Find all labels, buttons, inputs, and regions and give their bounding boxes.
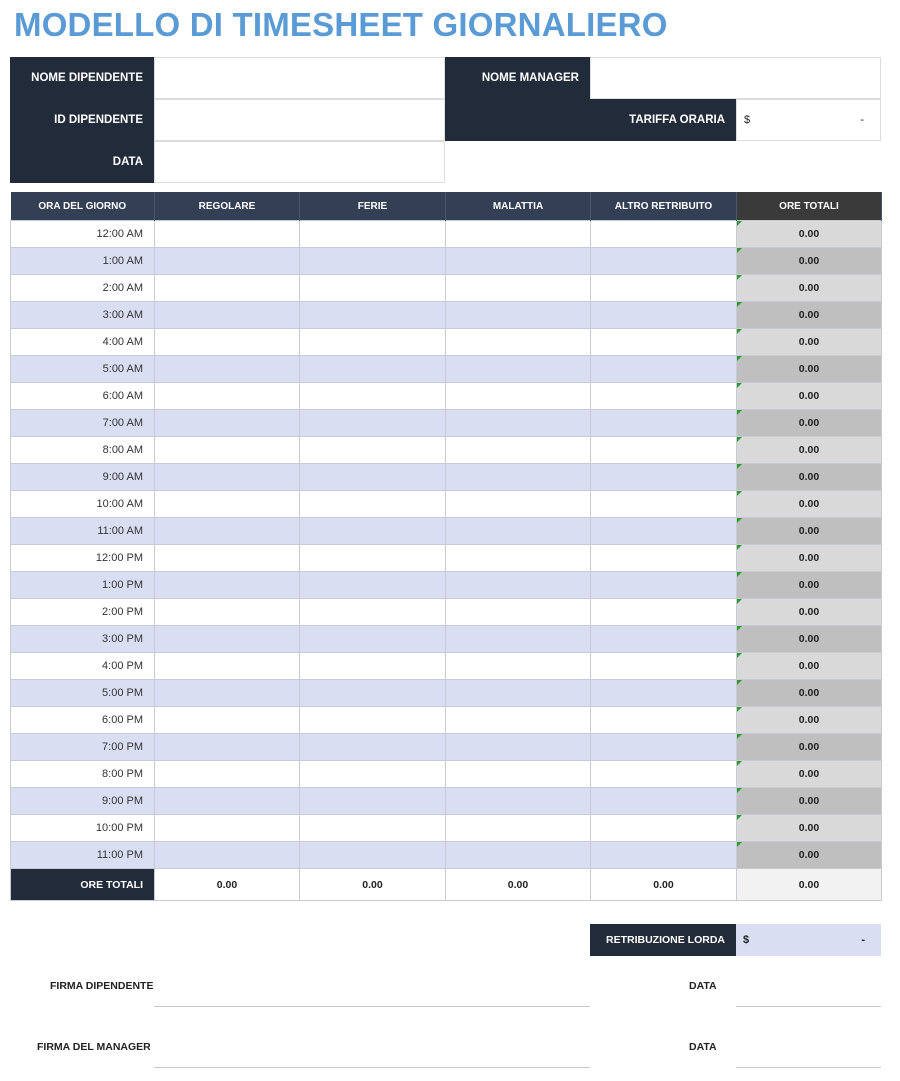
table-row — [11, 518, 882, 545]
row-total-cell — [737, 410, 882, 437]
hourly-rate-field[interactable] — [736, 99, 881, 141]
total-holiday: 0.00 — [300, 869, 446, 901]
formula-indicator-icon — [737, 437, 742, 442]
row-total-cell — [737, 599, 882, 626]
regular-cell[interactable] — [155, 788, 300, 815]
gross-pay-value: - — [861, 934, 865, 946]
totals-label: ORE TOTALI — [11, 869, 155, 901]
sick-cell[interactable] — [446, 599, 591, 626]
row-total-value: 0.00 — [798, 768, 820, 780]
table-row — [11, 572, 882, 599]
sick-cell[interactable] — [446, 221, 591, 248]
regular-cell[interactable] — [155, 248, 300, 275]
holiday-cell[interactable] — [300, 437, 446, 464]
date-label: DATA — [10, 141, 154, 183]
other-paid-cell[interactable] — [591, 491, 737, 518]
regular-cell[interactable] — [155, 356, 300, 383]
formula-indicator-icon — [737, 653, 742, 658]
table-row — [11, 221, 882, 248]
manager-name-field[interactable] — [590, 57, 881, 99]
holiday-cell[interactable] — [300, 734, 446, 761]
row-total-cell — [737, 815, 882, 842]
col-header-total-hours: ORE TOTALI — [737, 192, 882, 221]
row-total-value: 0.00 — [798, 687, 820, 699]
regular-cell[interactable] — [155, 842, 300, 869]
employee-signature-date-label: DATA — [689, 980, 717, 992]
holiday-cell[interactable] — [300, 518, 446, 545]
holiday-cell[interactable] — [300, 329, 446, 356]
row-total-value: 0.00 — [798, 633, 820, 645]
holiday-cell[interactable] — [300, 545, 446, 572]
holiday-cell[interactable] — [300, 248, 446, 275]
other-paid-cell[interactable] — [591, 275, 737, 302]
formula-indicator-icon — [737, 518, 742, 523]
holiday-cell[interactable] — [300, 761, 446, 788]
row-total-value: 0.00 — [798, 552, 820, 564]
table-row — [11, 653, 882, 680]
employee-signature-line[interactable] — [154, 1006, 590, 1007]
row-total-cell — [737, 518, 882, 545]
row-total-cell — [737, 842, 882, 869]
row-total-cell — [737, 275, 882, 302]
time-cell: 9:00 AM — [11, 464, 155, 491]
holiday-cell[interactable] — [300, 599, 446, 626]
row-total-value: 0.00 — [798, 579, 820, 591]
formula-indicator-icon — [737, 302, 742, 307]
table-row — [11, 410, 882, 437]
regular-cell[interactable] — [155, 491, 300, 518]
time-cell: 11:00 AM — [11, 518, 155, 545]
sick-cell[interactable] — [446, 653, 591, 680]
other-paid-cell[interactable] — [591, 302, 737, 329]
time-cell: 8:00 PM — [11, 761, 155, 788]
sick-cell[interactable] — [446, 572, 591, 599]
time-cell: 7:00 PM — [11, 734, 155, 761]
sick-cell[interactable] — [446, 248, 591, 275]
other-paid-cell[interactable] — [591, 248, 737, 275]
col-header-holiday: FERIE — [300, 192, 446, 221]
row-total-value: 0.00 — [798, 255, 820, 267]
row-total-value: 0.00 — [798, 390, 820, 402]
employee-signature-label: FIRMA DIPENDENTE — [50, 980, 154, 992]
table-row — [11, 491, 882, 518]
row-total-cell — [737, 302, 882, 329]
other-paid-cell[interactable] — [591, 680, 737, 707]
table-row — [11, 815, 882, 842]
other-paid-cell[interactable] — [591, 626, 737, 653]
regular-cell[interactable] — [155, 437, 300, 464]
formula-indicator-icon — [737, 815, 742, 820]
table-row — [11, 275, 882, 302]
holiday-cell[interactable] — [300, 383, 446, 410]
table-row — [11, 545, 882, 572]
total-regular: 0.00 — [155, 869, 300, 901]
grand-total-hours: 0.00 — [737, 869, 882, 901]
time-cell: 9:00 PM — [11, 788, 155, 815]
col-header-other-paid: ALTRO RETRIBUITO — [591, 192, 737, 221]
sick-cell[interactable] — [446, 815, 591, 842]
row-total-value: 0.00 — [798, 417, 820, 429]
time-cell: 8:00 AM — [11, 437, 155, 464]
other-paid-cell[interactable] — [591, 761, 737, 788]
other-paid-cell[interactable] — [591, 572, 737, 599]
total-other-paid: 0.00 — [591, 869, 737, 901]
formula-indicator-icon — [737, 275, 742, 280]
other-paid-cell[interactable] — [591, 437, 737, 464]
row-total-cell — [737, 221, 882, 248]
other-paid-cell[interactable] — [591, 599, 737, 626]
manager-signature-label: FIRMA DEL MANAGER — [37, 1041, 151, 1053]
time-cell: 2:00 PM — [11, 599, 155, 626]
row-total-cell — [737, 626, 882, 653]
holiday-cell[interactable] — [300, 788, 446, 815]
row-total-value: 0.00 — [798, 741, 820, 753]
totals-row — [11, 869, 882, 901]
gross-pay-field — [736, 924, 881, 956]
holiday-cell[interactable] — [300, 707, 446, 734]
sick-cell[interactable] — [446, 842, 591, 869]
formula-indicator-icon — [737, 545, 742, 550]
row-total-cell — [737, 545, 882, 572]
col-header-time: ORA DEL GIORNO — [11, 192, 155, 221]
sick-cell[interactable] — [446, 437, 591, 464]
time-cell: 6:00 AM — [11, 383, 155, 410]
table-row — [11, 329, 882, 356]
regular-cell[interactable] — [155, 599, 300, 626]
sick-cell[interactable] — [446, 545, 591, 572]
other-paid-cell[interactable] — [591, 653, 737, 680]
time-cell: 4:00 AM — [11, 329, 155, 356]
holiday-cell[interactable] — [300, 464, 446, 491]
timesheet-table — [10, 192, 882, 901]
formula-indicator-icon — [737, 383, 742, 388]
employee-id-field[interactable] — [154, 99, 445, 141]
other-paid-cell[interactable] — [591, 464, 737, 491]
row-total-cell — [737, 248, 882, 275]
time-cell: 1:00 PM — [11, 572, 155, 599]
formula-indicator-icon — [737, 491, 742, 496]
total-sick: 0.00 — [446, 869, 591, 901]
other-paid-cell[interactable] — [591, 815, 737, 842]
row-total-cell — [737, 356, 882, 383]
other-paid-cell[interactable] — [591, 788, 737, 815]
row-total-value: 0.00 — [798, 606, 820, 618]
time-cell: 5:00 PM — [11, 680, 155, 707]
row-total-cell — [737, 680, 882, 707]
time-cell: 7:00 AM — [11, 410, 155, 437]
formula-indicator-icon — [737, 761, 742, 766]
row-total-cell — [737, 761, 882, 788]
col-header-regular: REGOLARE — [155, 192, 300, 221]
row-total-value: 0.00 — [798, 822, 820, 834]
regular-cell[interactable] — [155, 275, 300, 302]
other-paid-cell[interactable] — [591, 842, 737, 869]
row-total-cell — [737, 653, 882, 680]
row-total-cell — [737, 329, 882, 356]
regular-cell[interactable] — [155, 707, 300, 734]
row-total-value: 0.00 — [798, 660, 820, 672]
regular-cell[interactable] — [155, 221, 300, 248]
sick-cell[interactable] — [446, 707, 591, 734]
gross-pay-label: RETRIBUZIONE LORDA — [590, 924, 736, 956]
row-total-value: 0.00 — [798, 363, 820, 375]
hourly-rate-value: - — [860, 114, 864, 126]
row-total-cell — [737, 572, 882, 599]
formula-indicator-icon — [737, 464, 742, 469]
manager-signature-line[interactable] — [154, 1067, 590, 1068]
table-row — [11, 302, 882, 329]
sick-cell[interactable] — [446, 626, 591, 653]
time-cell: 10:00 AM — [11, 491, 155, 518]
holiday-cell[interactable] — [300, 842, 446, 869]
sick-cell[interactable] — [446, 329, 591, 356]
regular-cell[interactable] — [155, 572, 300, 599]
employee-name-field[interactable] — [154, 57, 445, 99]
holiday-cell[interactable] — [300, 680, 446, 707]
formula-indicator-icon — [737, 356, 742, 361]
sick-cell[interactable] — [446, 518, 591, 545]
table-row — [11, 842, 882, 869]
employee-name-label: NOME DIPENDENTE — [10, 57, 154, 99]
table-row — [11, 599, 882, 626]
page-title: MODELLO DI TIMESHEET GIORNALIERO — [14, 6, 668, 43]
table-row — [11, 383, 882, 410]
other-paid-cell[interactable] — [591, 410, 737, 437]
table-row — [11, 248, 882, 275]
col-header-sick: MALATTIA — [446, 192, 591, 221]
row-total-cell — [737, 788, 882, 815]
holiday-cell[interactable] — [300, 410, 446, 437]
row-total-cell — [737, 437, 882, 464]
time-cell: 5:00 AM — [11, 356, 155, 383]
sick-cell[interactable] — [446, 302, 591, 329]
sick-cell[interactable] — [446, 761, 591, 788]
regular-cell[interactable] — [155, 518, 300, 545]
holiday-cell[interactable] — [300, 356, 446, 383]
sick-cell[interactable] — [446, 275, 591, 302]
row-total-value: 0.00 — [798, 228, 820, 240]
time-cell: 11:00 PM — [11, 842, 155, 869]
row-total-cell — [737, 464, 882, 491]
sick-cell[interactable] — [446, 734, 591, 761]
regular-cell[interactable] — [155, 680, 300, 707]
sick-cell[interactable] — [446, 383, 591, 410]
table-row — [11, 626, 882, 653]
formula-indicator-icon — [737, 788, 742, 793]
regular-cell[interactable] — [155, 329, 300, 356]
sick-cell[interactable] — [446, 410, 591, 437]
employee-signature-date-line[interactable] — [736, 1006, 881, 1007]
time-cell: 10:00 PM — [11, 815, 155, 842]
manager-signature-date-line[interactable] — [736, 1067, 881, 1068]
row-total-value: 0.00 — [798, 525, 820, 537]
holiday-cell[interactable] — [300, 815, 446, 842]
sick-cell[interactable] — [446, 464, 591, 491]
regular-cell[interactable] — [155, 545, 300, 572]
sick-cell[interactable] — [446, 356, 591, 383]
formula-indicator-icon — [737, 734, 742, 739]
other-paid-cell[interactable] — [591, 329, 737, 356]
regular-cell[interactable] — [155, 464, 300, 491]
table-row — [11, 356, 882, 383]
row-total-value: 0.00 — [798, 849, 820, 861]
time-cell: 2:00 AM — [11, 275, 155, 302]
sick-cell[interactable] — [446, 491, 591, 518]
regular-cell[interactable] — [155, 302, 300, 329]
time-cell: 6:00 PM — [11, 707, 155, 734]
row-total-cell — [737, 383, 882, 410]
holiday-cell[interactable] — [300, 626, 446, 653]
row-total-value: 0.00 — [798, 795, 820, 807]
gross-pay-currency: $ — [743, 934, 750, 946]
time-cell: 1:00 AM — [11, 248, 155, 275]
formula-indicator-icon — [737, 221, 742, 226]
time-cell: 12:00 PM — [11, 545, 155, 572]
row-total-value: 0.00 — [798, 471, 820, 483]
regular-cell[interactable] — [155, 410, 300, 437]
regular-cell[interactable] — [155, 815, 300, 842]
row-total-value: 0.00 — [798, 444, 820, 456]
holiday-cell[interactable] — [300, 491, 446, 518]
formula-indicator-icon — [737, 329, 742, 334]
holiday-cell[interactable] — [300, 302, 446, 329]
regular-cell[interactable] — [155, 383, 300, 410]
formula-indicator-icon — [737, 680, 742, 685]
table-row — [11, 707, 882, 734]
table-header-row — [11, 192, 882, 221]
formula-indicator-icon — [737, 248, 742, 253]
sick-cell[interactable] — [446, 788, 591, 815]
manager-name-label: NOME MANAGER — [445, 57, 590, 99]
row-total-cell — [737, 491, 882, 518]
other-paid-cell[interactable] — [591, 518, 737, 545]
table-row — [11, 788, 882, 815]
hourly-rate-currency: $ — [744, 114, 751, 126]
formula-indicator-icon — [737, 626, 742, 631]
sick-cell[interactable] — [446, 680, 591, 707]
formula-indicator-icon — [737, 707, 742, 712]
time-cell: 3:00 PM — [11, 626, 155, 653]
row-total-value: 0.00 — [798, 336, 820, 348]
regular-cell[interactable] — [155, 761, 300, 788]
row-total-value: 0.00 — [798, 309, 820, 321]
row-total-value: 0.00 — [798, 714, 820, 726]
table-row — [11, 761, 882, 788]
row-total-cell — [737, 707, 882, 734]
employee-id-label: ID DIPENDENTE — [10, 99, 154, 141]
row-total-cell — [737, 734, 882, 761]
other-paid-cell[interactable] — [591, 734, 737, 761]
holiday-cell[interactable] — [300, 653, 446, 680]
regular-cell[interactable] — [155, 734, 300, 761]
other-paid-cell[interactable] — [591, 221, 737, 248]
other-paid-cell[interactable] — [591, 383, 737, 410]
table-row — [11, 680, 882, 707]
regular-cell[interactable] — [155, 626, 300, 653]
date-field[interactable] — [154, 141, 445, 183]
table-row — [11, 464, 882, 491]
formula-indicator-icon — [737, 410, 742, 415]
formula-indicator-icon — [737, 842, 742, 847]
manager-signature-date-label: DATA — [689, 1041, 717, 1053]
time-cell: 12:00 AM — [11, 221, 155, 248]
regular-cell[interactable] — [155, 653, 300, 680]
holiday-cell[interactable] — [300, 221, 446, 248]
other-paid-cell[interactable] — [591, 356, 737, 383]
formula-indicator-icon — [737, 599, 742, 604]
time-cell: 3:00 AM — [11, 302, 155, 329]
other-paid-cell[interactable] — [591, 545, 737, 572]
formula-indicator-icon — [737, 572, 742, 577]
table-row — [11, 437, 882, 464]
holiday-cell[interactable] — [300, 572, 446, 599]
row-total-value: 0.00 — [798, 498, 820, 510]
hourly-rate-label: TARIFFA ORARIA — [445, 99, 736, 141]
holiday-cell[interactable] — [300, 275, 446, 302]
time-cell: 4:00 PM — [11, 653, 155, 680]
other-paid-cell[interactable] — [591, 707, 737, 734]
table-row — [11, 734, 882, 761]
row-total-value: 0.00 — [798, 282, 820, 294]
